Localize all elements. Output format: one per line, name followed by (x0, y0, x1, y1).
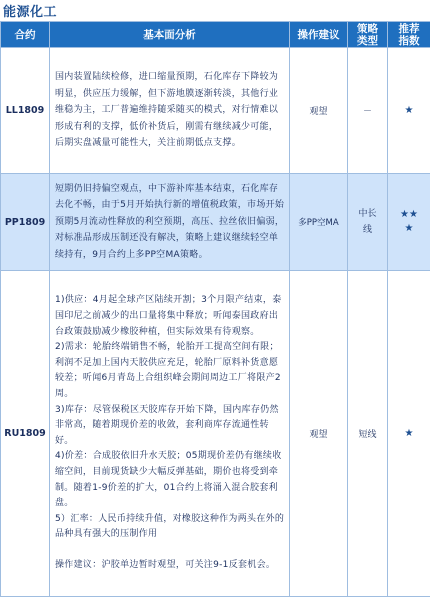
suggestion-cell: 多PP空MA (290, 174, 348, 271)
table-row (1, 174, 430, 271)
analysis-text (50, 48, 290, 174)
analysis-text (50, 174, 290, 271)
analysis-paragraph: 3)库存：尽管保税区天胶库存开始下降，国内库存仍然非常高，随着期现价差的收敛，套利商库存流通性转好。 (55, 403, 285, 450)
header-rating: 推荐指数 (388, 22, 430, 48)
rating-cell (388, 48, 430, 174)
header-strategy: 策略类型 (348, 22, 388, 48)
analysis-paragraph: 国内装置陆续检修，进口缩量预期，石化库存下降较为明显，供应压力缓解，但下游地膜逐渐转淡，其他行业维稳为主，工厂普遍维持随采随买的模式，对行情难以形成有利的支撑，低价补货后，刚需有继续减少可能，后期实盘减量可能性大，关注前期低点支撑。 (55, 69, 285, 151)
page-title: 能源化工 (3, 1, 57, 20)
table-row (1, 48, 430, 174)
strategy-text: 中长线 (356, 206, 380, 238)
rating-cell (388, 174, 430, 271)
analysis-paragraph: 4)价差：合成胶依旧升水天胶；05期现价差仍有继续收缩空间，目前现货缺少大幅反弹基础，期价也将受到牵制。随着1-9价差的扩大，01合约上将涌入混合胶套利盘。 (55, 449, 285, 511)
strategy-cell: － (348, 48, 388, 174)
rating-stars: ★ (405, 105, 414, 116)
contract-code: RU1809 (1, 271, 50, 597)
analysis-paragraph: 5）汇率：人民币持续升值，对橡胶这种作为两头在外的品种具有强大的压制作用 (55, 512, 285, 543)
table-row (1, 271, 430, 597)
contract-analysis-table (0, 21, 430, 597)
analysis-paragraph: 短期仍旧持偏空观点，中下游补库基本结束，石化库存去化不畅，由于5月开始执行新的增值税政策，市场开始预期5月流动性释放的利空预期，高压、拉丝依旧偏弱，对标准品形成压制还没有解决，策略上建议继续轻空单续持有，9月合约上多PP空MA策略。 (55, 181, 285, 263)
suggestion-cell: 观望 (290, 48, 348, 174)
header-analysis: 基本面分析 (50, 22, 290, 48)
suggestion-cell: 观望 (290, 271, 348, 597)
analysis-paragraph: 1)供应：4月起全球产区陆续开割；3个月限产结束，泰国印尼之前减少的出口量将集中释放；听闻泰国政府出台政策鼓励减少橡胶种植，但实际效果有待观察。 (55, 293, 285, 340)
analysis-paragraph: 2)需求：轮胎终端销售不畅，轮胎开工提高空间有限；利润不足加上国内天胶供应充足，轮胎厂原料补货意愿较差；听闻6月青岛上合组织峰会期间周边工厂将限产2周。 (55, 340, 285, 402)
header-suggestion: 操作建议 (290, 22, 348, 48)
analysis-text (50, 271, 290, 597)
contract-code: LL1809 (1, 48, 50, 174)
rating-cell (388, 271, 430, 597)
header-contract: 合约 (1, 22, 50, 48)
contract-code: PP1809 (1, 174, 50, 271)
rating-stars: ★★★ (398, 208, 420, 236)
analysis-paragraph: 操作建议：沪胶单边暂时观望，可关注9-1反套机会。 (55, 558, 285, 574)
analysis-paragraph (55, 543, 285, 558)
strategy-cell: 短线 (348, 271, 388, 597)
strategy-cell (348, 174, 388, 271)
table-header-row (1, 22, 430, 48)
rating-stars: ★ (405, 428, 414, 439)
